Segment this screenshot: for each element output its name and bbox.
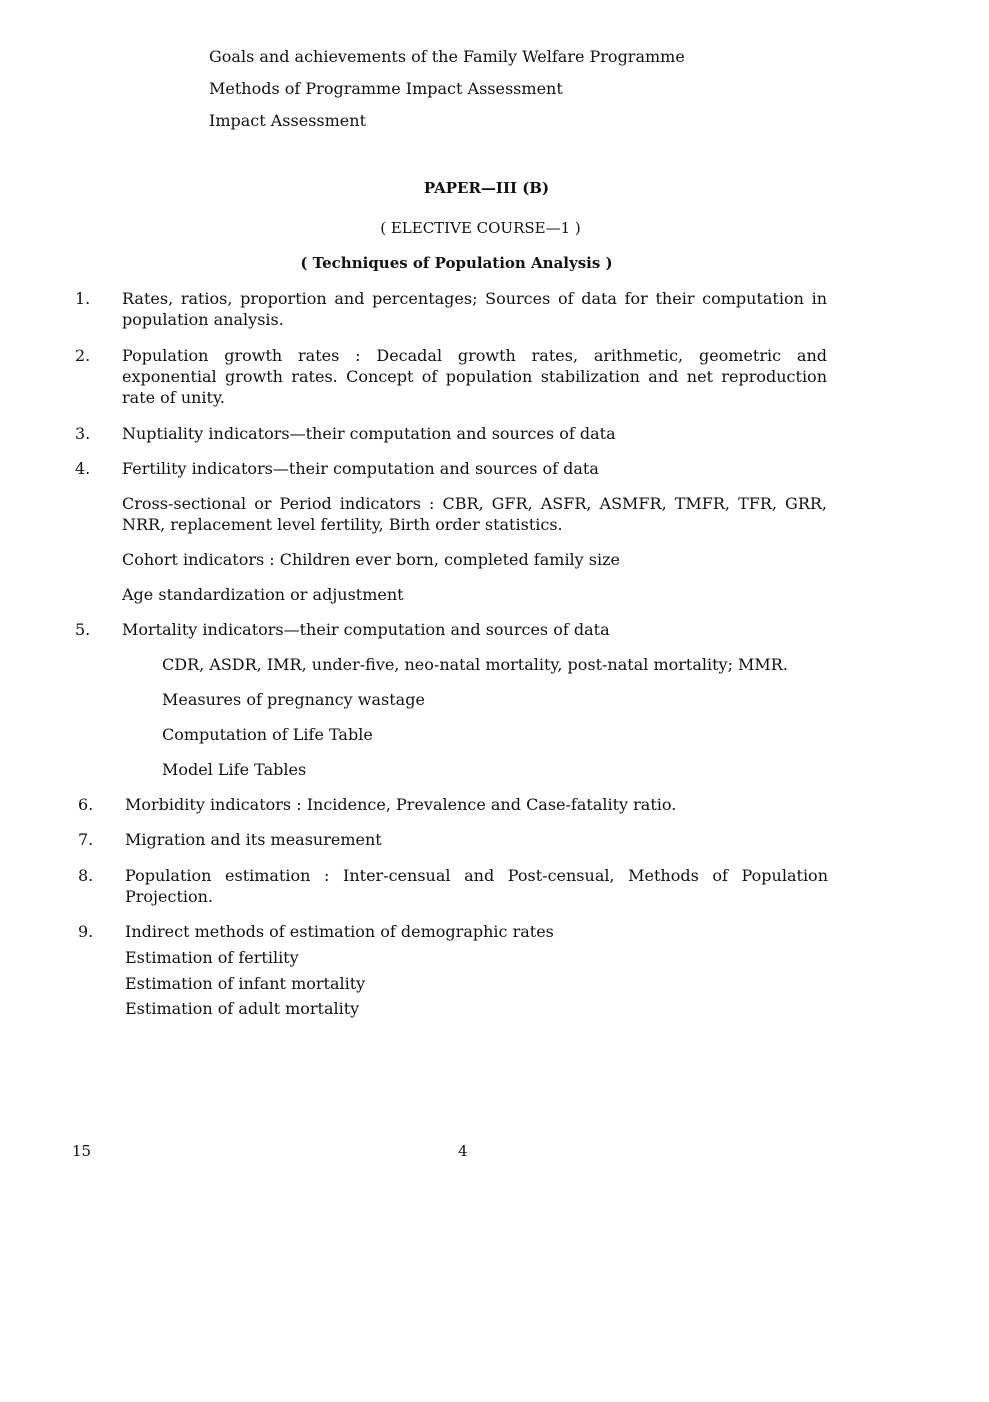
item-number: 8. xyxy=(78,866,94,885)
item-text: Indirect methods of estimation of demographic rates xyxy=(125,922,554,941)
course-heading: ( ELECTIVE COURSE—1 ) xyxy=(380,219,581,237)
item-text: Migration and its measurement xyxy=(125,830,382,849)
item-text: Fertility indicators—their computation and sources of data xyxy=(122,459,599,478)
item-number: 5. xyxy=(75,620,91,639)
item-text: Population growth rates : Decadal growth rates, arithmetic, geometric and exponential growth rates. Concept of population stabilization and net reproduction rate of unity. xyxy=(122,346,827,407)
item-subtext: Measures of pregnancy wastage xyxy=(162,690,425,709)
item-subtext: Estimation of adult mortality xyxy=(125,999,360,1018)
item-subtext: Cohort indicators : Children ever born, completed family size xyxy=(122,550,621,569)
item-subtext: Computation of Life Table xyxy=(162,725,373,744)
item-number: 2. xyxy=(75,346,91,365)
item-text: Rates, ratios, proportion and percentages; Sources of data for their computation in population analysis. xyxy=(122,289,827,329)
item-text: Morbidity indicators : Incidence, Prevalence and Case-fatality ratio. xyxy=(125,795,677,814)
item-number: 1. xyxy=(75,289,91,308)
item-subtext: CDR, ASDR, IMR, under-five, neo-natal mortality, post-natal mortality; MMR. xyxy=(162,655,788,674)
item-text: Mortality indicators—their computation and sources of data xyxy=(122,620,610,639)
item-number: 6. xyxy=(78,795,94,814)
item-number: 7. xyxy=(78,830,94,849)
item-number: 3. xyxy=(75,424,91,443)
subject-heading: ( Techniques of Population Analysis ) xyxy=(300,254,613,272)
footer-code: 15 xyxy=(72,1142,92,1160)
intro-line: Impact Assessment xyxy=(209,111,366,130)
item-number: 4. xyxy=(75,459,91,478)
item-subtext: Model Life Tables xyxy=(162,760,307,779)
item-subtext: Cross-sectional or Period indicators : CBR, GFR, ASFR, ASMFR, TMFR, TFR, GRR, NRR, replacement level fertility, Birth order statistics. xyxy=(122,494,827,534)
intro-line: Methods of Programme Impact Assessment xyxy=(209,79,563,98)
item-subtext: Age standardization or adjustment xyxy=(122,585,404,604)
intro-line: Goals and achievements of the Family Welfare Programme xyxy=(209,47,685,66)
item-subtext: Estimation of fertility xyxy=(125,948,299,967)
item-text: Nuptiality indicators—their computation and sources of data xyxy=(122,424,616,443)
item-text: Population estimation : Inter-censual and Post-censual, Methods of Population Projection. xyxy=(125,866,828,906)
item-subtext: Estimation of infant mortality xyxy=(125,974,366,993)
page-number: 4 xyxy=(458,1142,468,1160)
paper-title: PAPER—III (B) xyxy=(423,179,550,197)
item-number: 9. xyxy=(78,922,94,941)
